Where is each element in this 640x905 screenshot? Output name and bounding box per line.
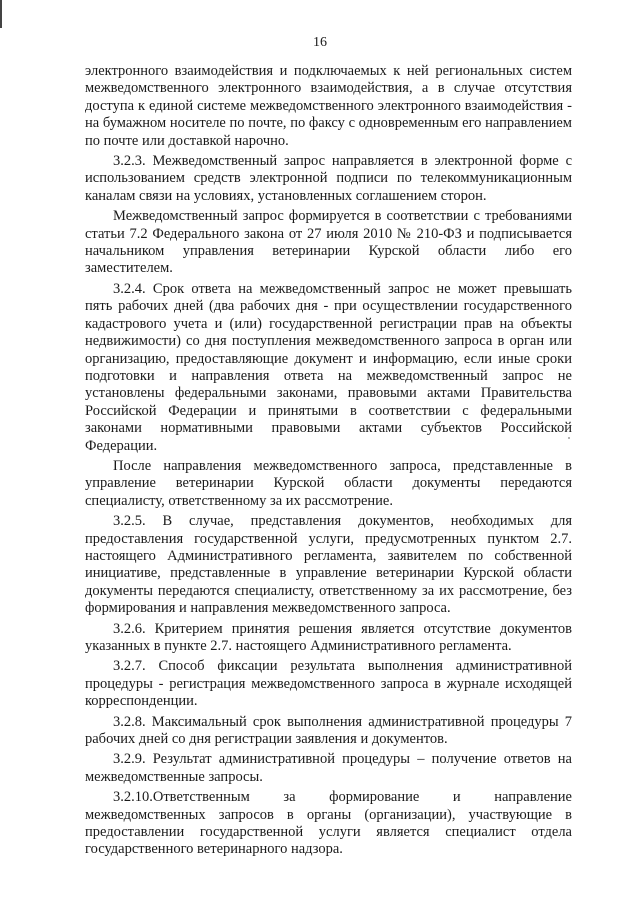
paragraph-continuation: электронного взаимодействия и подключаемых к ней региональных систем межведомственного электронного взаимодействия, а в случае отсутствия доступа к единой системе межведомственного электронного взаимодействия - на бумажном носителе по почте, по факсу с одновременным его направлением по почте или доставкой нарочно. bbox=[85, 63, 572, 149]
document-body bbox=[85, 63, 572, 862]
paragraph-3-2-7: 3.2.7. Способ фиксации результата выполнения административной процедуры - регистрация межведомственного запроса в журнале исходящей корреспонденции. bbox=[85, 658, 572, 710]
paragraph-3-2-9: 3.2.9. Результат административной процедуры – получение ответов на межведомственные запросы. bbox=[85, 751, 572, 785]
paragraph-3-2-10: 3.2.10.Ответственным за формирование и направление межведомственных запросов в органы (организации), участвующие в предоставлении государственной услуги является специалист отдела государственного ветеринарного надзора. bbox=[85, 789, 572, 858]
paragraph-3-2-5: 3.2.5. В случае, представления документов, необходимых для предоставления государственной услуги, предусмотренных пунктом 2.7. настоящего Административного регламента, заявителем по собственной инициативе, представленные в управление ветеринарии Курской области документы передаются специалисту, ответственному за их рассмотрение, без формирования и направления межведомственного запроса. bbox=[85, 513, 572, 617]
paragraph-3-2-3: 3.2.3. Межведомственный запрос направляется в электронной форме с использованием средств электронной подписи по телекоммуникационным каналам связи на условиях, установленных соглашением сторон. bbox=[85, 153, 572, 204]
scan-artifact-dot bbox=[568, 437, 570, 439]
binding-edge-mark bbox=[0, 0, 2, 28]
page-number: 16 bbox=[313, 35, 327, 50]
paragraph-3-2-6: 3.2.6. Критерием принятия решения является отсутствие документов указанных в пункте 2.7. настоящего Административного регламента. bbox=[85, 620, 572, 654]
paragraph-request-formation: Межведомственный запрос формируется в соответствии с требованиями статьи 7.2 Федерального закона от 27 июля 2010 № 210-ФЗ и подписывается начальником управления ветеринарии Курской области либо его заместителем. bbox=[85, 208, 572, 277]
paragraph-after-request: После направления межведомственного запроса, представленные в управление ветеринарии Курской области документы передаются специалисту, ответственному за их рассмотрение. bbox=[85, 457, 572, 509]
paragraph-3-2-4: 3.2.4. Срок ответа на межведомственный запрос не может превышать пять рабочих дней (два рабочих дня - при осуществлении государственного кадастрового учета и (или) государственной регистрации прав на объекты недвижимости) со дня поступления межведомственного запроса в орган или организацию, предоставляющие документ и информацию, если иные сроки подготовки и направления ответа на межведомственный запрос не установлены федеральными законами, правовыми актами Правительства Российской Федерации и принятыми в соответствии с федеральными законами нормативными правовыми актами субъектов Российской Федерации. bbox=[85, 280, 572, 454]
paragraph-3-2-8: 3.2.8. Максимальный срок выполнения административной процедуры 7 рабочих дней со дня регистрации заявления и документов. bbox=[85, 713, 572, 748]
